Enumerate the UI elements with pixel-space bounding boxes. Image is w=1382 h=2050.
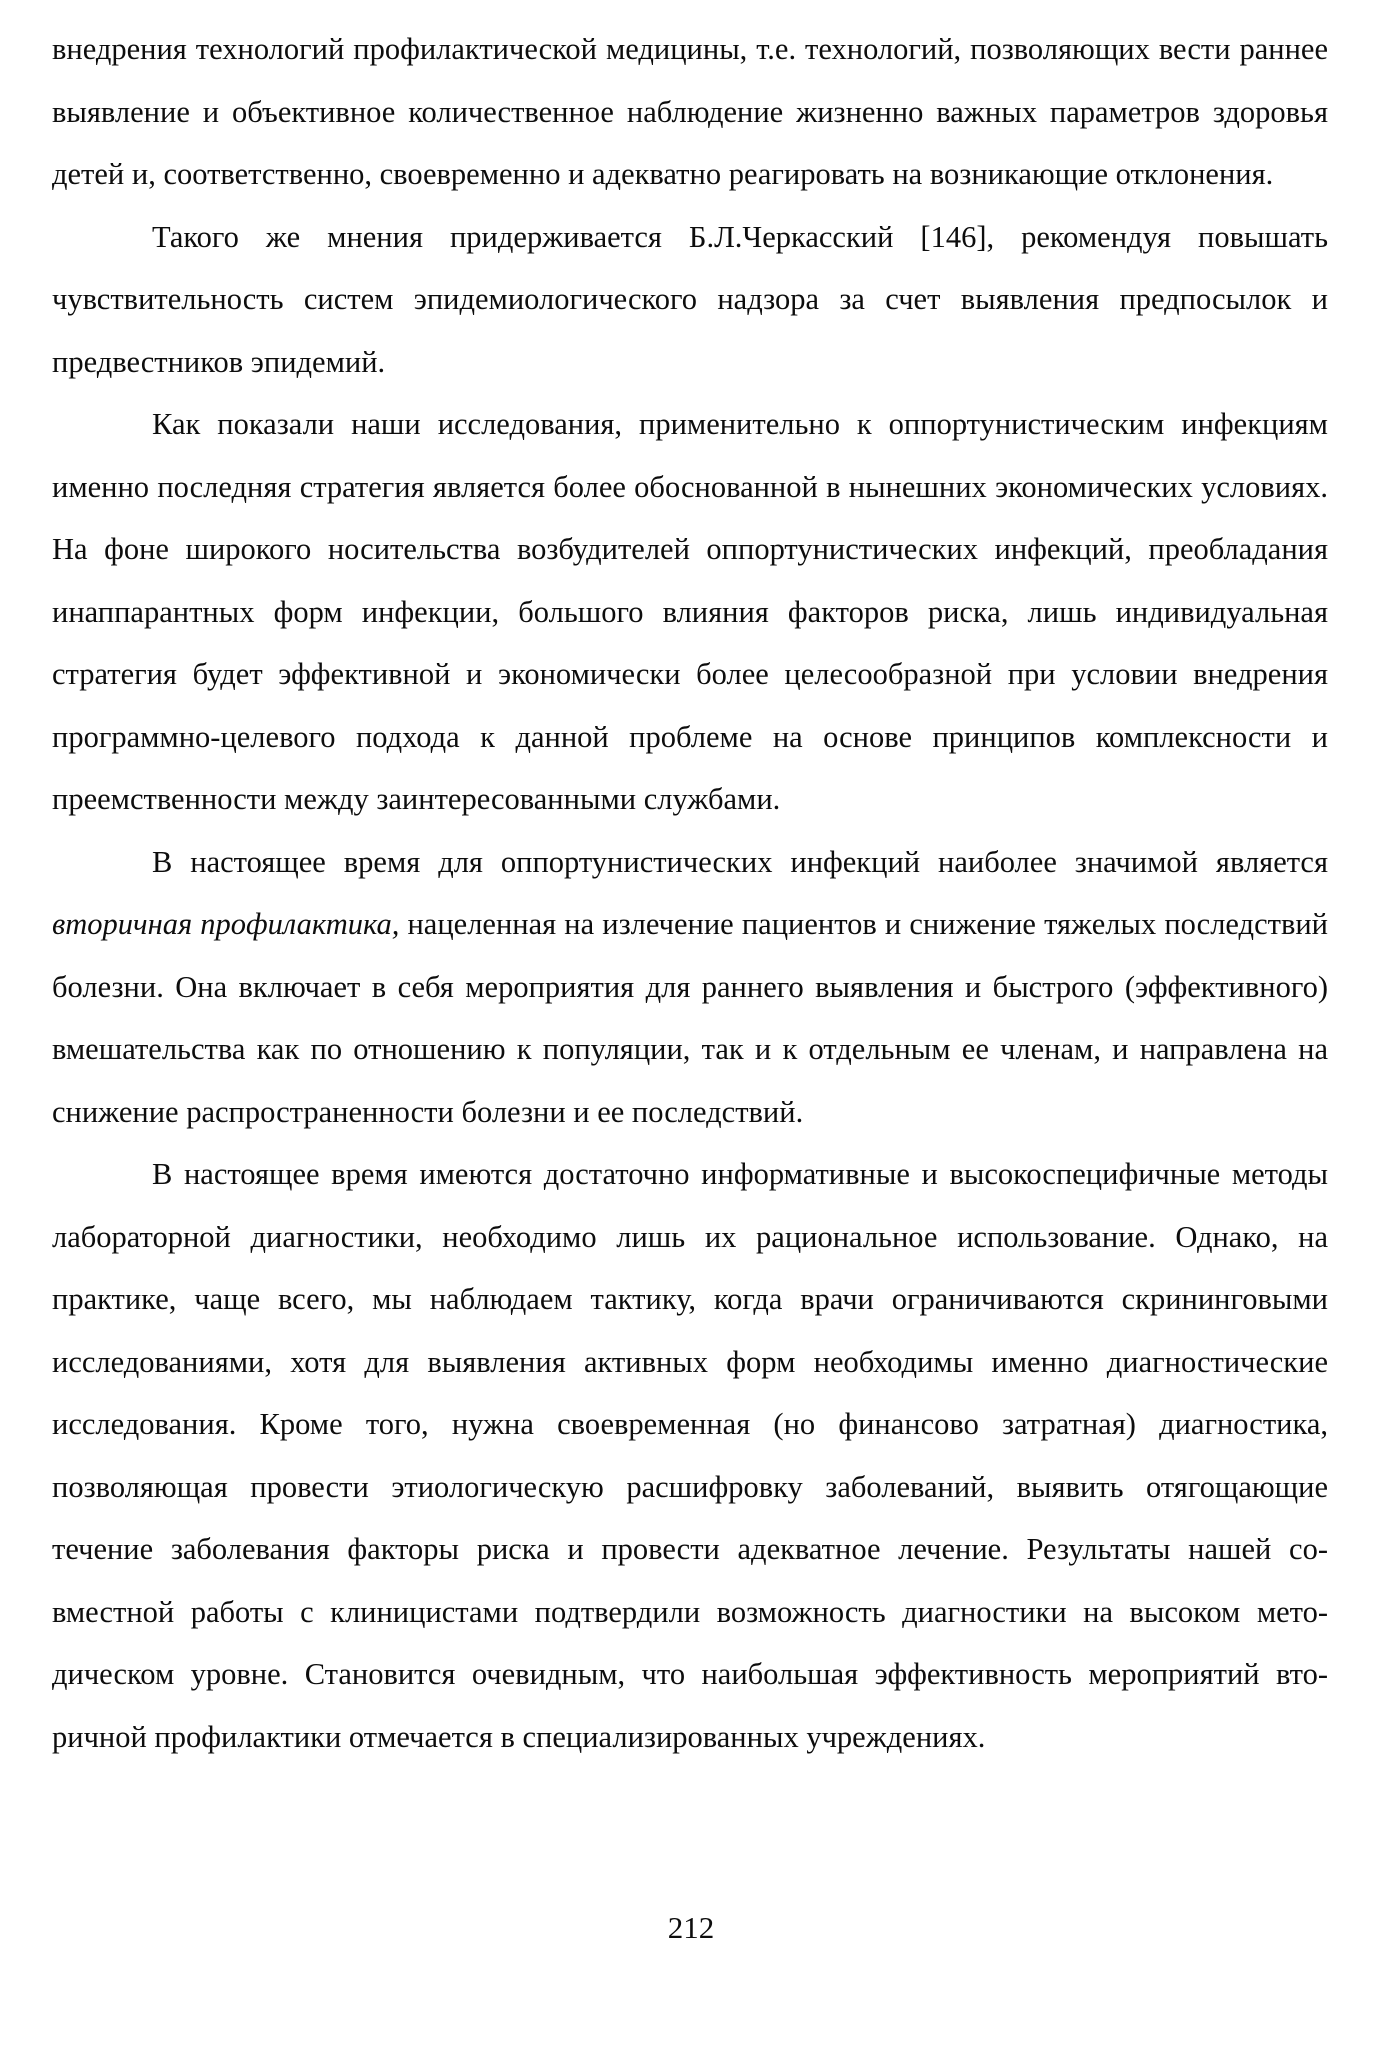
emphasis-secondary-prevention: вторичная профилактика, (52, 907, 400, 941)
paragraph-research-findings: Как показали наши исследования, применительно к оппортунистическим инфекциям именно последняя стратегия является более обоснованной в нынешних экономических условиях. На фоне широкого носительства возбудителей оппортунистических инфекций, преобладания инаппарантных форм инфекции, большого влияния факторов риска, лишь индивидуальная стратегия будет эффективной и экономически более целесообразной при условии внедрения программно-целевого подхода к данной проблеме на основе принципов комплексности и преемственности между заинтересованными службами. (52, 407, 1328, 816)
paragraph-secondary-prevention-end: нацеленная на излечение пациентов и снижение тяжелых последствий болезни. Она включает в себя мероприятия для раннего выявления и быстрого (эффективного) вмешательства как по отношению к популяции, так и к отдельным ее членам, и направлена на снижение распространенности болезни и ее последствий. (52, 907, 1328, 1129)
paragraph-secondary-prevention (52, 831, 1328, 1144)
paragraph-continuation: внедрения технологий профилактической медицины, т.е. технологий, позволяющих вести раннее выявление и объективное количественное наблюдение жизненно важных параметров здоровья детей и, соответственно, своевременно и адекватно реагировать на возникающие отклонения. (52, 32, 1328, 191)
paragraph-secondary-prevention-start: В настоящее время для оппортунистических инфекций наиболее значимой является (152, 844, 1328, 879)
paragraph-laboratory-diagnostics: В настоящее время имеются достаточно информативные и высокоспецифичные методы лабораторной диагностики, необходимо лишь их рациональное использование. Однако, на практике, чаще всего, мы наблюдаем тактику, когда врачи ограничиваются скрининговыми исследованиями, хотя для выявления активных форм необходимы именно диагностические исследования. Кроме того, нужна своевременная (но финансово затратная) диагностика, позволяющая провести этиологическую расшифровку заболеваний, выявить отягощающие течение заболевания факторы риска и провести адекватное лечение. Результаты нашей совместной работы с клиницистами подтвердили возможность диагностики на высоком методическом уровне. Становится очевидным, что наибольшая эффективность мероприятий вторичной профилактики отмечается в специализированных учреждениях. (52, 1157, 1328, 1754)
page-number: 212 (667, 1910, 715, 1945)
paragraph-cherkassky-opinion: Такого же мнения придерживается Б.Л.Черкасский [146], рекомендуя повышать чувствительность систем эпидемиологического надзора за счет выявления предпосылок и предвестников эпидемий. (52, 219, 1328, 379)
document-body (52, 18, 1328, 1768)
